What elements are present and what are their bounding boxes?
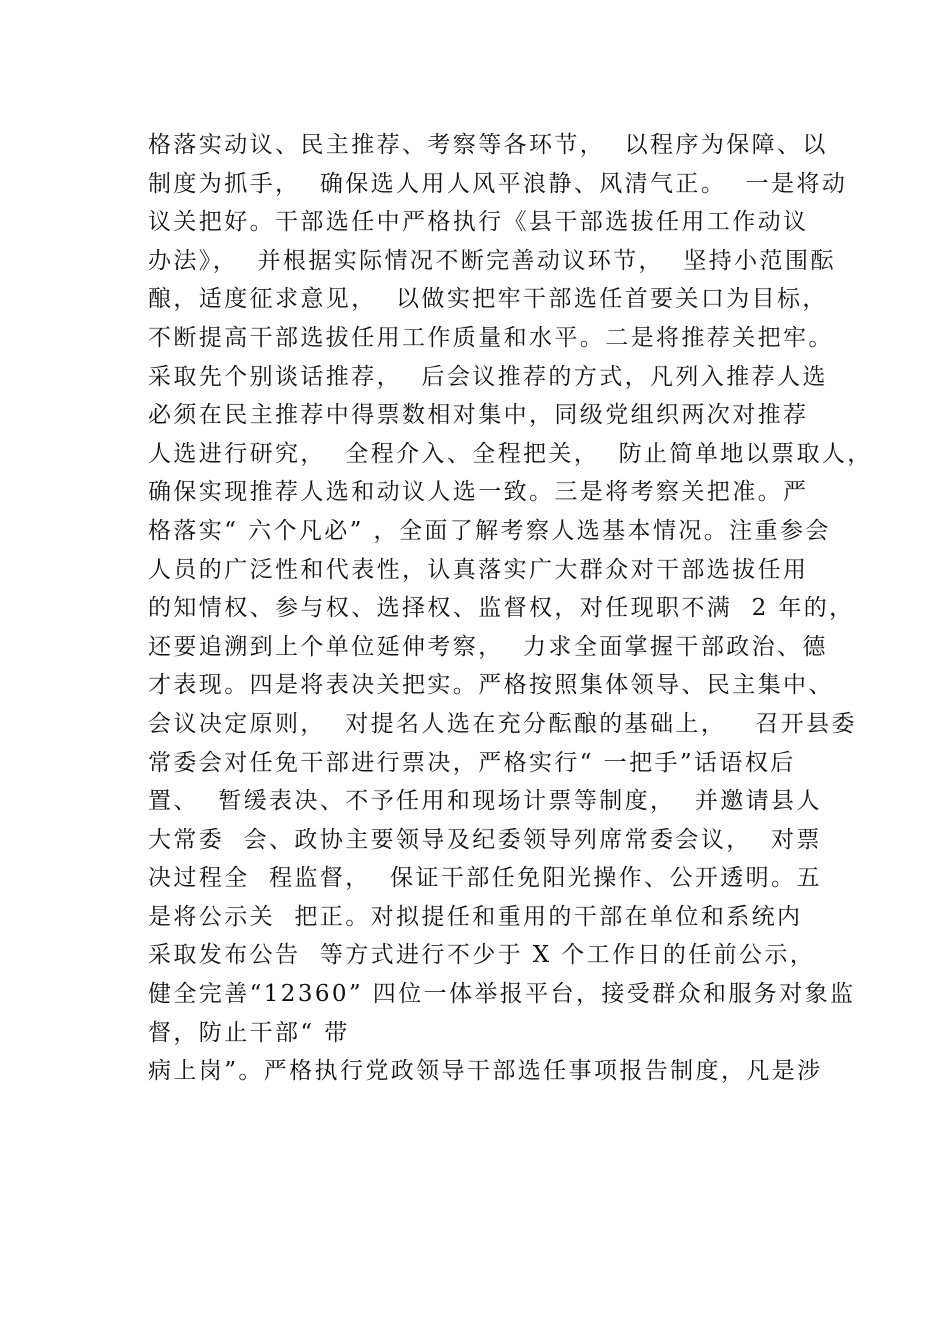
body-text [148, 126, 873, 1091]
text-line: 才表现。四是将表决关把实。严格按照集体领导、民主集中、 [148, 672, 834, 699]
text-line: 置、 暂缓表决、不予任用和现场计票等制度， 并邀请县人 [148, 788, 822, 815]
text-line: 确保实现推荐人选和动议人选一致。三是将考察关把准。严 [148, 479, 809, 506]
text-line: 制度为抓手， 确保选人用人风平浪静、风清气正。 一是将动 [148, 170, 848, 197]
text-line: 采取先个别谈话推荐， 后会议推荐的方式，凡列入推荐人选 [148, 363, 828, 390]
text-line: 人员的广泛性和代表性，认真落实广大群众对干部选拔任用 [148, 556, 809, 583]
text-line: 议关把好。干部选任中严格执行《县干部选拔任用工作动议 [148, 209, 809, 236]
text-line: 病上岗”。严格执行党政领导干部选任事项报告制度，凡是涉 [148, 1058, 823, 1085]
text-line: 必须在民主推荐中得票数相对集中，同级党组织两次对推荐 [148, 402, 809, 429]
text-line: 不断提高干部选拔任用工作质量和水平。二是将推荐关把牢。 [148, 324, 834, 351]
text-line: 办法》， 并根据实际情况不断完善动议环节， 坚持小范围酝 [148, 247, 836, 274]
text-line: 还要追溯到上个单位延伸考察， 力求全面掌握干部政治、德 [148, 633, 828, 660]
text-line: 会议决定原则， 对提名人选在充分酝酿的基础上， 召开县委 [148, 710, 857, 737]
text-line: 格落实“ 六个凡必” ，全面了解考察人选基本情况。注重参会 [148, 517, 831, 544]
text-line: 大常委 会、政协主要领导及纪委领导列席常委会议， 对票 [148, 826, 822, 853]
text-line: 人选进行研究， 全程介入、全程把关， 防止简单地以票取人， [148, 440, 873, 467]
text-line: 采取发布公告 等方式进行不少于 X 个工作日的任前公示， [148, 942, 816, 969]
text-line: 是将公示关 把正。对拟提任和重用的干部在单位和系统内 [148, 903, 803, 930]
text-line: 决过程全 程监督， 保证干部任免阳光操作、公开透明。五 [148, 865, 822, 892]
text-line: 常委会对任免干部进行票决，严格实行“ 一把手”话语权后 [148, 749, 796, 776]
text-line: 的知情权、参与权、选择权、监督权，对任现职不满 2 年的， [148, 595, 855, 622]
text-line: 格落实动议、民主推荐、考察等各环节， 以程序为保障、以 [148, 132, 828, 158]
text-line: 健全完善“12360” 四位一体举报平台，接受群众和服务对象监 [148, 981, 856, 1008]
text-line: 酿，适度征求意见， 以做实把牢干部选任首要关口为目标， [148, 286, 828, 313]
text-line: 督，防止干部“ 带 [148, 1019, 350, 1046]
